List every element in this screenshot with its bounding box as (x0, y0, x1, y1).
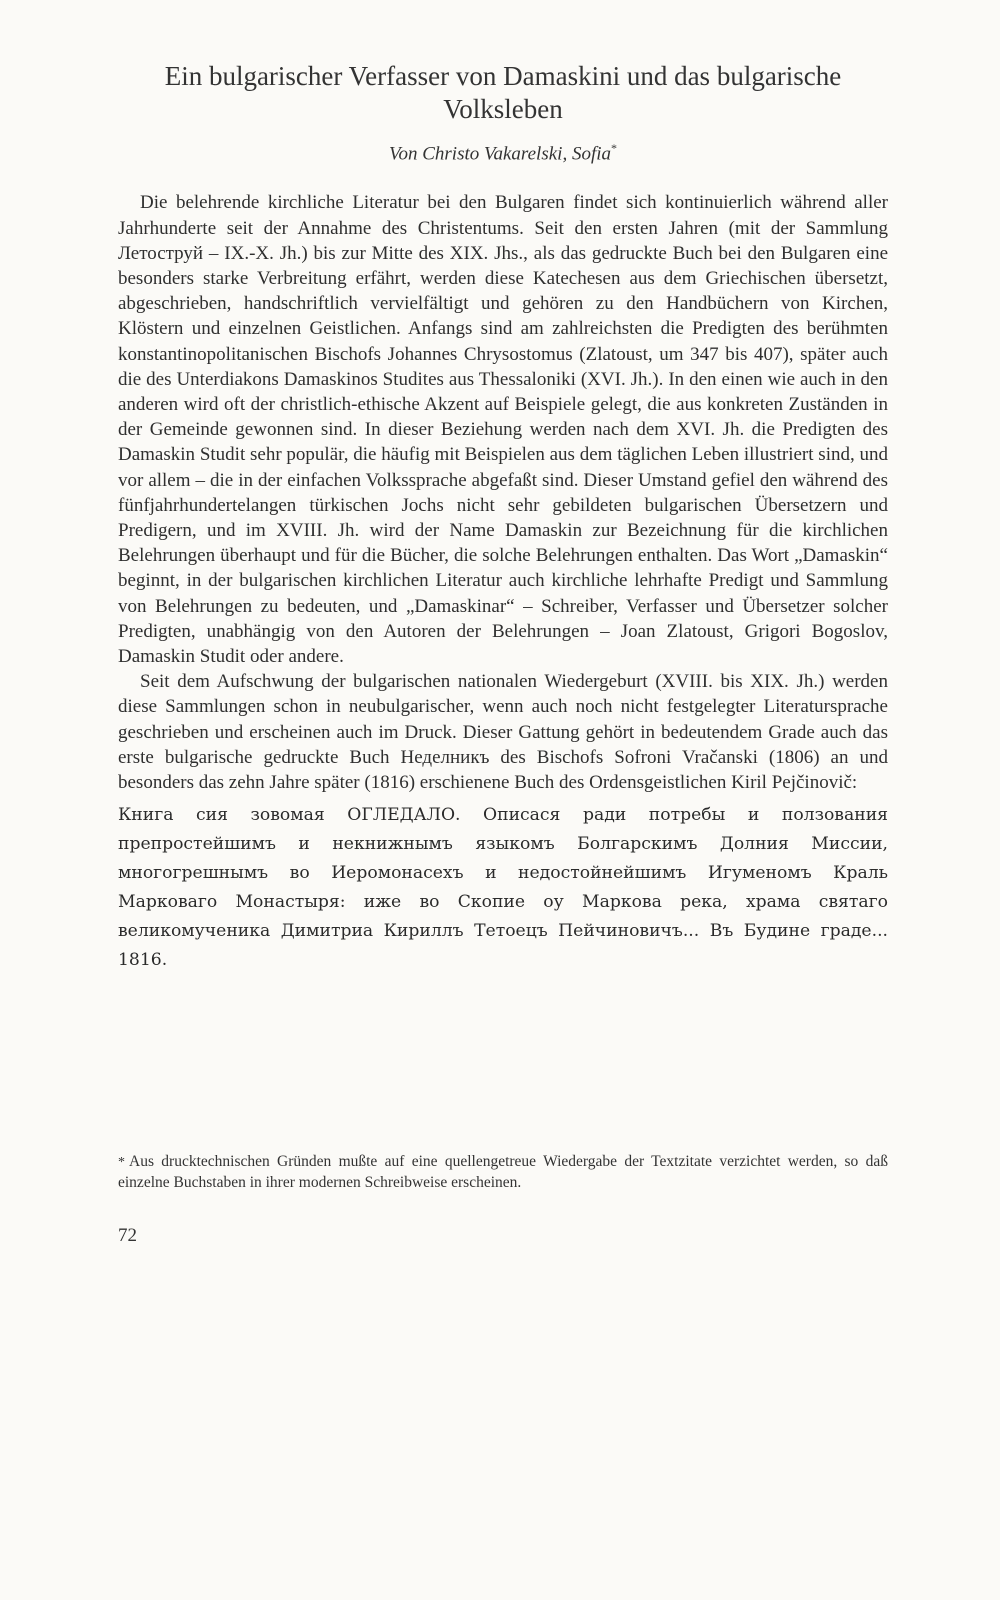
byline-footnote-mark: * (611, 141, 618, 155)
cyrillic-quotation: Книга сия зовомая ОГЛЕДАЛО. Описася ради потребы и ползования препростейшимъ и некнижнымъ языкомъ Болгарскимъ Долния Мисcии, многогрешнымъ во Иеромонасехъ и недостойнейшимъ Игуменомъ Краль Марковаго Монастыря: иже во Скопие оу Маркова река, храма святаго великомученика Димитриа Кириллъ Тетоецъ Пейчиновичъ... Въ Будине граде... 1816. (118, 805, 888, 971)
body-paragraph-2: Seit dem Aufschwung der bulgarischen nationalen Wiedergeburt (XVIII. bis XIX. Jh.) werden diese Sammlungen schon in neubulgarischer, wenn auch noch nicht festgelegter Literatursprache geschrieben und erscheinen auch im Druck. Dieser Gattung gehört in bedeutendem Grade auch das erste bulgarische gedruckte Buch Неделникъ des Bischofs Sofroni Vračanski (1806) an und besonders das zehn Jahre später (1816) erschienene Buch des Ordensgeistlichen Kiril Pejčinovič: (118, 671, 888, 793)
body-paragraph-1: Die belehrende kirchliche Literatur bei den Bulgaren findet sich kontinuierlich während aller Jahrhunderte seit der Annahme des Christentums. Seit den ersten Jahren (mit der Sammlung Летоструй – IX.-X. Jh.) bis zur Mitte des XIX. Jhs., als das gedruckte Buch bei den Bulgaren eine besonders starke Verbreitung erfährt, werden diese Katechesen aus dem Griechischen übersetzt, abgeschrieben, handschriftlich vervielfältigt und gehören zu den Handbüchern von Kirchen, Klöstern und einzelnen Geistlichen. Anfangs sind am zahlreichsten die Predigten des berühmten konstantinopolitanischen Bischofs Johannes Chrysostomus (Zlatoust, um 347 bis 407), später auch die des Unterdiakons Damaskinos Studites aus Thessaloniki (XVI. Jh.). In den einen wie auch in den anderen wird oft der christlich-ethische Akzent auf Beispiele gelegt, die aus konkreten Zuständen in der Gemeinde gewonnen sind. In dieser Beziehung werden nach dem XVI. Jh. die Predigten des Damaskin Studit sehr populär, die häufig mit Beispielen aus dem täglichen Leben illustriert sind, und vor allem – die in der einfachen Volkssprache abgefaßt sind. Dieser Umstand gefiel den während des fünfjahrhundertelangen türkischen Jochs nicht sehr gebildeten bulgarischen Übersetzern und Predigern, und im XVIII. Jh. wird der Name Damaskin zur Bezeichnung für die kirchlichen Belehrungen überhaupt und für die Bücher, die solche Belehrungen enthalten. Das Wort „Damaskin“ beginnt, in der bulgarischen kirchlichen Literatur auch kirchliche lehrhafte Predigt und Sammlung von Belehrungen zu bedeuten, und „Damaskinar“ – Schreiber, Verfasser und Übersetzer solcher Predigten, unabhängig von den Autoren der Belehrungen – Joan Zlatoust, Grigori Bogoslov, Damaskin Studit oder andere. (118, 192, 888, 667)
byline-text: Von Christo Vakarelski, Sofia (388, 143, 612, 165)
footnote-text: Aus drucktechnischen Gründen mußte auf eine quellengetreue Wiedergabe der Textzitate verzichtet werden, so daß einzelne Buchstaben in ihrer modernen Schreibweise erscheinen. (118, 1153, 888, 1191)
page-number: 72 (118, 1225, 137, 1246)
footnote-mark: * (118, 1155, 125, 1170)
article-title: Ein bulgarischer Verfasser von Damaskini und das bulgarische Volksleben (164, 61, 842, 124)
article (118, 60, 888, 975)
article-byline (118, 136, 888, 166)
footnote (118, 1152, 888, 1193)
